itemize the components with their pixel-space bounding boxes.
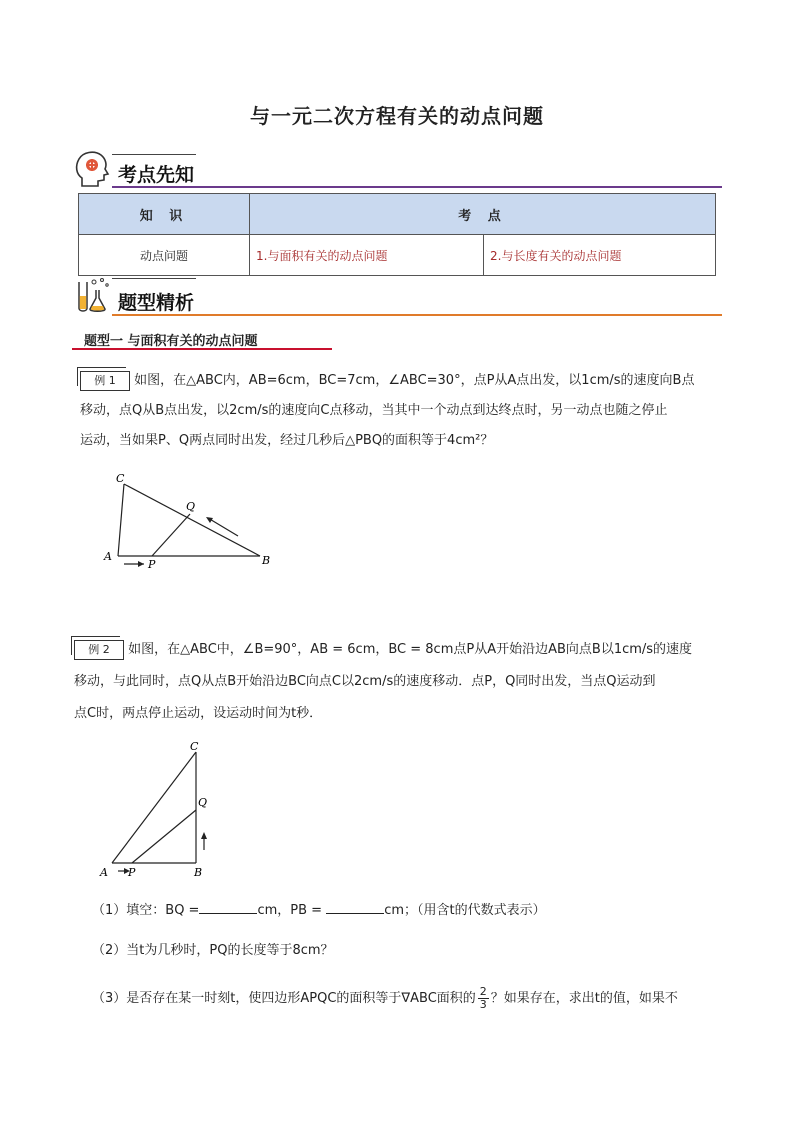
example1-line3: 运动，当如果P、Q两点同时出发，经过几秒后△PBQ的面积等于4cm²？: [80, 433, 494, 448]
answer-blank-bq[interactable]: [199, 899, 257, 914]
head-brain-icon: [74, 150, 110, 188]
fig1-label-Q: Q: [186, 500, 196, 513]
table-header-row: [79, 194, 716, 235]
type-heading: 题型一 与面积有关的动点问题: [84, 334, 258, 349]
fig2-label-A: A: [100, 866, 108, 879]
question1: [92, 896, 546, 926]
answer-blank-pb[interactable]: [326, 899, 384, 914]
q1-part-c: cm；（用含t的代数式表示）: [384, 903, 546, 918]
table-header-points: 考 点: [250, 194, 716, 235]
lab-flask-icon: [74, 276, 112, 314]
q3-part-a: （3）是否存在某一时刻t，使四边形APQC的面积等于∇ABC面积的: [92, 991, 476, 1006]
table-cell-point1: 1.与面积有关的动点问题: [250, 235, 484, 276]
fig1-label-P: P: [148, 558, 156, 571]
fig2-label-C: C: [190, 740, 199, 753]
example2-tag: 例 2: [74, 640, 124, 660]
q1-part-b: cm，PB =: [257, 903, 323, 918]
knowledge-table: [78, 193, 716, 276]
example1-line1: 如图，在△ABC内，AB=6cm，BC=7cm，∠ABC=30°，点P从A点出发，以1cm/s的速度向B点: [134, 373, 695, 388]
section-divider-dark: [112, 154, 196, 155]
fig1-label-C: C: [116, 472, 125, 485]
question2: （2）当t为几秒时，PQ的长度等于8cm？: [92, 943, 334, 958]
example2-figure: [96, 738, 216, 880]
example1-line2: 移动，点Q从B点出发，以2cm/s的速度向C点移动，当其中一个动点到达终点时，另一动点也随之停止: [80, 403, 668, 418]
table-cell-point2: 2.与长度有关的动点问题: [484, 235, 716, 276]
example1-tag: 例 1: [80, 371, 130, 391]
example1-text: [80, 366, 730, 456]
table-cell-knowledge: 动点问题: [79, 235, 250, 276]
section-divider-purple: [112, 186, 722, 188]
q3-fraction-num: 2: [479, 985, 487, 998]
section-header-kaodian: [74, 150, 722, 190]
section-divider-dark: [112, 278, 196, 279]
page-title: 与一元二次方程有关的动点问题: [250, 104, 544, 128]
section-divider-orange: [112, 314, 722, 316]
fig2-label-P: P: [128, 866, 136, 879]
example2-line2: 移动，与此同时，点Q从点B开始沿边BC向点C以2cm/s的速度移动．点P，Q同时出发，当点Q运动到: [74, 674, 656, 689]
example2-text: [74, 634, 730, 730]
section-header-tixing: [74, 276, 722, 318]
example2-line1: 如图，在△ABC中，∠B=90°，AB = 6cm，BC = 8cm点P从A开始沿边AB向点B以1cm/s的速度: [128, 642, 693, 657]
table-header-knowledge: 知 识: [79, 194, 250, 235]
fig2-label-B: B: [194, 866, 203, 879]
question3: [92, 984, 732, 1014]
q3-fraction-den: 3: [479, 998, 487, 1011]
example1-figure: [100, 468, 280, 578]
example2-line3: 点C时，两点停止运动，设运动时间为t秒．: [74, 706, 323, 721]
table-row: [79, 235, 716, 276]
fig1-label-B: B: [262, 554, 271, 567]
section-title-tixing: 题型精析: [118, 292, 195, 314]
fig2-label-Q: Q: [198, 796, 208, 809]
section-title-kaodian: 考点先知: [118, 164, 195, 186]
q1-part-a: （1）填空：BQ =: [92, 903, 200, 918]
fig1-label-A: A: [104, 550, 112, 563]
q3-fraction: [478, 986, 489, 1011]
q3-part-b: ？如果存在，求出t的值，如果不: [490, 991, 678, 1006]
type-heading-underline: [72, 348, 332, 350]
